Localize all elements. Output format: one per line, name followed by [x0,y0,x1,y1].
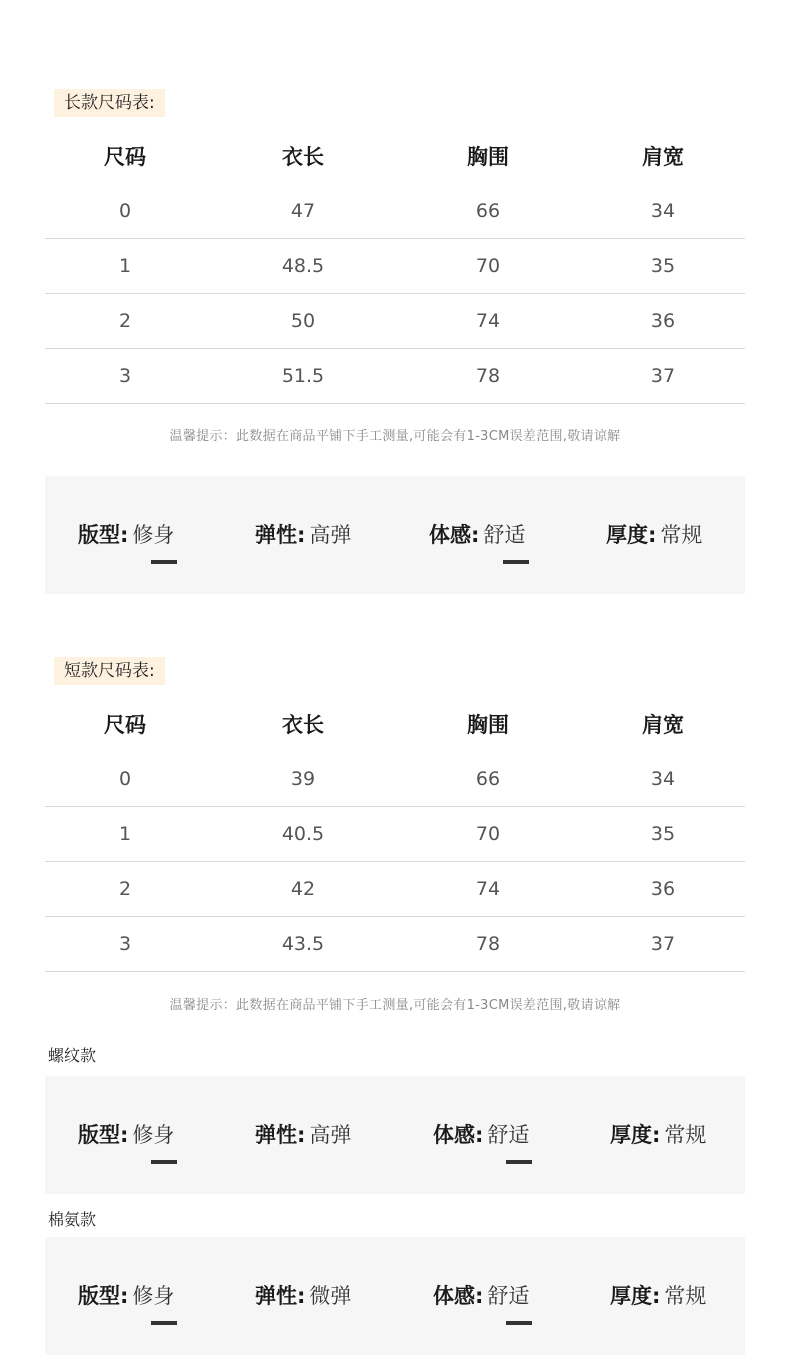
attr-fit [78,520,174,550]
attr-fit-label: 版型: [78,523,129,547]
attr-fit-value: 修身 [132,1284,175,1308]
cell-shoulder: 37 [650,365,676,387]
cell-size: 0 [118,200,132,222]
header-size: 尺码 [104,713,146,737]
attr-elasticity-label: 弹性: [255,523,306,547]
short-size-table-title: 短款尺码表: [54,657,165,685]
selected-marker [151,1321,177,1325]
attr-fit-value: 修身 [132,523,175,547]
attr-thickness-value: 常规 [660,523,703,547]
header-size: 尺码 [104,145,146,169]
attr-fit [78,1120,174,1150]
cell-chest: 78 [475,365,501,387]
attr-thickness-value: 常规 [664,1123,707,1147]
cell-size: 3 [118,933,132,955]
measurement-notice: 温馨提示：此数据在商品平铺下手工测量,可能会有1-3CM误差范围,敬请谅解 [169,429,621,444]
long-size-table-title: 长款尺码表: [54,89,165,117]
attr-thickness-value: 常规 [664,1284,707,1308]
cell-length: 51.5 [281,365,325,387]
cell-chest: 66 [475,200,501,222]
cell-shoulder: 34 [650,200,676,222]
header-length: 衣长 [282,713,324,737]
variant-label-spandex: 棉氨款 [48,1210,97,1229]
attr-feel-value: 舒适 [487,1284,530,1308]
attr-elasticity-value: 微弹 [309,1284,352,1308]
cell-shoulder: 36 [650,878,676,900]
attr-thickness-label: 厚度: [606,523,657,547]
cell-length: 40.5 [281,823,325,845]
cell-length: 42 [290,878,316,900]
attr-feel-label: 体感: [429,523,480,547]
attr-elasticity [255,520,351,550]
measurement-notice: 温馨提示：此数据在商品平铺下手工测量,可能会有1-3CM误差范围,敬请谅解 [169,998,621,1013]
attr-thickness-label: 厚度: [610,1123,661,1147]
table-row [45,807,745,862]
cell-size: 0 [118,768,132,790]
attr-fit-label: 版型: [78,1284,129,1308]
header-chest: 胸围 [467,145,509,169]
cell-shoulder: 34 [650,768,676,790]
table-row [45,239,745,294]
attr-feel [433,1120,529,1150]
attr-elasticity-label: 弹性: [255,1284,306,1308]
selected-marker [506,1321,532,1325]
cell-size: 1 [118,255,132,277]
table-header-row [45,698,745,752]
cell-shoulder: 37 [650,933,676,955]
attr-elasticity-value: 高弹 [309,523,352,547]
cell-length: 50 [290,310,316,332]
attr-feel-label: 体感: [433,1284,484,1308]
variant-label-ribbed: 螺纹款 [48,1046,97,1065]
attr-feel-label: 体感: [433,1123,484,1147]
selected-marker [151,560,177,564]
cell-chest: 74 [475,310,501,332]
attr-feel-value: 舒适 [483,523,526,547]
table-row [45,294,745,349]
header-chest: 胸围 [467,713,509,737]
short-size-table [45,698,745,972]
table-row [45,349,745,404]
fit-attributes-box [45,476,745,594]
attr-elasticity-label: 弹性: [255,1123,306,1147]
cell-length: 39 [290,768,316,790]
attr-elasticity [255,1120,351,1150]
cell-size: 2 [118,878,132,900]
header-length: 衣长 [282,145,324,169]
cell-size: 2 [118,310,132,332]
cell-chest: 70 [475,823,501,845]
cell-chest: 66 [475,768,501,790]
attr-thickness [606,520,702,550]
ribbed-attributes-box [45,1076,745,1194]
selected-marker [151,1160,177,1164]
header-shoulder: 肩宽 [642,713,684,737]
cell-chest: 74 [475,878,501,900]
attr-thickness-label: 厚度: [610,1284,661,1308]
table-row [45,752,745,807]
attr-feel [433,1281,529,1311]
cell-chest: 70 [475,255,501,277]
attr-fit-value: 修身 [132,1123,175,1147]
cell-shoulder: 35 [650,255,676,277]
attr-elasticity [255,1281,351,1311]
selected-marker [506,1160,532,1164]
cell-size: 3 [118,365,132,387]
attr-fit [78,1281,174,1311]
cell-shoulder: 35 [650,823,676,845]
attr-elasticity-value: 高弹 [309,1123,352,1147]
attr-thickness [610,1120,706,1150]
cell-length: 48.5 [281,255,325,277]
long-size-table [45,130,745,404]
table-row [45,917,745,972]
selected-marker [503,560,529,564]
attr-thickness [610,1281,706,1311]
table-header-row [45,130,745,184]
cell-length: 43.5 [281,933,325,955]
attr-feel-value: 舒适 [487,1123,530,1147]
cell-length: 47 [290,200,316,222]
table-row [45,862,745,917]
header-shoulder: 肩宽 [642,145,684,169]
spandex-attributes-box [45,1237,745,1355]
cell-size: 1 [118,823,132,845]
attr-fit-label: 版型: [78,1123,129,1147]
table-row [45,184,745,239]
cell-shoulder: 36 [650,310,676,332]
attr-feel [429,520,525,550]
cell-chest: 78 [475,933,501,955]
